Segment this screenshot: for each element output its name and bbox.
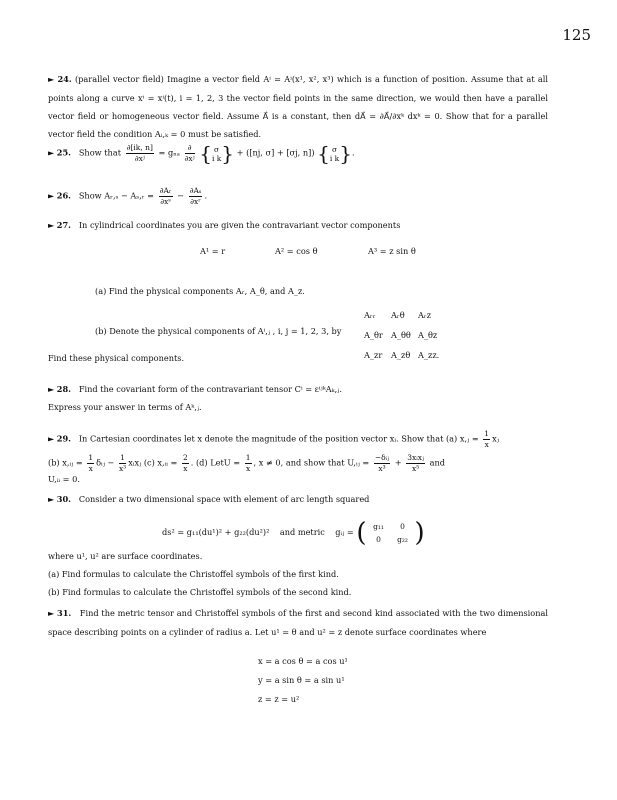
problem-28 [48,382,342,397]
problem-30-where: where u¹, u² are surface coordinates. [48,551,203,561]
problem-number: 24. [57,74,72,84]
expression: gᵢⱼ = [335,527,354,537]
christoffel-symbol [330,145,339,163]
cylinder-eq-y: y = a sin θ = a sin u¹ [258,675,345,685]
grid-cell: Aᵣθ [391,310,405,320]
page-number: 125 [562,26,591,44]
period: . [351,147,355,158]
grid-cell: Aᵣz [418,310,432,320]
fraction [245,453,252,474]
problem-number: 29. [56,433,72,444]
triangle-bullet-icon: ► [48,385,55,394]
triangle-bullet-icon: ► [48,191,55,201]
metric-equation [162,512,425,553]
denominator: x³ [118,464,127,473]
problem-lead: Show Aᵣ,ₛ − Aₛ,ᵣ = [78,190,155,201]
metric-matrix [367,520,415,546]
expression: and metric [279,527,325,537]
problem-text: In Cartesian coordinates let x denote the magnitude of the position vector xᵢ. Show that (a) x,ⱼ = [78,433,479,444]
matrix-cell: g₁₁ [373,522,384,531]
find-components: Find these physical components. [48,353,185,363]
fraction [119,453,126,474]
numerator: 2 [183,453,188,462]
triangle-bullet-icon: ► [48,75,55,84]
problem-number: 27. [56,220,72,230]
problem-29-line3: U,ᵢᵢ = 0. [48,474,80,484]
numerator: 1 [120,453,125,462]
components-grid [364,305,445,365]
arc-length-equation: ds² = g₁₁(du¹)² + g₂₂(du²)² [162,527,270,537]
matrix-cell: 0 [376,535,381,544]
brace-open: { [199,141,212,166]
problem-number: 30. [56,494,72,504]
paren-open: ( [356,518,367,548]
denominator: ∂xʲ [134,154,145,163]
fraction [406,453,425,474]
expression: , x ≠ 0, and show that U,ᵢⱼ = [253,457,370,468]
problem-28-text2: Express your answer in terms of Aᵏ,ⱼ. [48,402,202,412]
triangle-bullet-icon: ► [48,148,55,158]
christoffel-bottom: i k [329,153,340,163]
grid-cell: A_zr [364,350,383,360]
grid-cell: A_θz [418,330,438,340]
plus: + [394,457,402,468]
problem-25 [48,143,355,164]
denominator: x [246,464,251,473]
denominator: ∂xʳ [190,197,201,206]
cylinder-eq-x: x = a cos θ = a cos u¹ [258,656,348,666]
minus: − [177,190,185,201]
problem-text: Consider a two dimensional space with element of arc length squared [78,494,370,504]
numerator: ∂ [185,143,195,154]
problem-text: Find the metric tensor and Christoffel symbols of the first and second kind associated with the two dimensional space describing points on a cylinder of radius a. Let u¹ = θ and u² = z denote surface coordinates where [48,608,548,637]
grid-cell: Aᵣᵣ [364,310,376,320]
grid-cell: A_θθ [391,330,411,340]
paren-close: ) [414,518,425,548]
problem-27 [48,218,400,233]
problem-number: 31. [57,608,72,618]
problem-29-line2 [48,453,445,474]
matrix-cell: 0 [400,522,405,531]
triangle-bullet-icon: ► [48,221,55,230]
equals: = gₙₐ [158,147,180,158]
matrix-cell: g₂₂ [397,535,408,544]
denominator: x [183,464,188,473]
expression: (b) x,ᵢⱼ = [48,457,83,468]
denominator: x⁵ [411,464,420,473]
problem-lead: Show that [78,147,121,158]
christoffel-symbol [212,145,221,163]
equation-a3: A³ = z sin θ [368,246,416,256]
christoffel-top: σ [214,144,220,154]
numerator: ∂Aᵣ [159,186,172,195]
problem-number: 28. [56,384,72,394]
christoffel-bottom: i k [211,153,222,163]
part-a: (a) Find the physical components Aᵣ, A_θ, and A_z. [95,286,305,296]
denominator: x [88,464,93,473]
numerator: 3xᵢxⱼ [407,453,424,462]
fraction [189,186,203,207]
fraction [87,453,94,474]
denominator: x [484,440,489,449]
equation-a2: A² = cos θ [275,246,318,256]
denominator: ∂xʲ [184,154,195,163]
problem-29 [48,429,499,450]
expression: xⱼ [492,433,499,444]
fraction [374,453,390,474]
expression: . (d) LetU = [190,457,241,468]
problem-31 [48,604,548,641]
brace-close: } [221,141,235,166]
triangle-bullet-icon: ► [48,609,55,618]
denominator: ∂xˢ [160,197,171,206]
brace-open: { [317,141,330,166]
fraction [126,143,154,164]
problem-text: Find the covariant form of the contravariant tensor Cⁱ = εⁱʲᵏAₖ,ⱼ. [78,384,342,394]
problem-30 [48,492,369,507]
problem-26 [48,186,207,207]
problem-30-a: (a) Find formulas to calculate the Christoffel symbols of the first kind. [48,569,339,579]
problem-text: (parallel vector field) Imagine a vector field Aⁱ = Aⁱ(x¹, x², x³) which is a function of position. Assume that at all points along a curve xⁱ = xⁱ(t), i = 1, 2, 3 the vector field points in the same direction, we would then have a parallel vector field or homogeneous vector field. Assume A⃗ is a constant, then dA⃗ = ∂A⃗/∂xᵏ dxᵏ = 0. Show that for a parallel vector field the condition Aᵢ,ₖ = 0 must be satisfied. [48,74,548,139]
numerator: 1 [88,453,94,462]
grid-cell: A_θr [364,330,383,340]
problem-number: 26. [56,190,72,201]
numerator: ∂[ik, n] [126,143,153,152]
expression: and [429,457,445,468]
part-b: (b) Denote the physical components of Aⁱ,ⱼ , i, j = 1, 2, 3, by [95,326,342,336]
expression: + ([nj, σ] + [σj, n]) [236,147,315,158]
fraction [182,453,189,474]
expression: xᵢxⱼ (c) x,ᵢᵢ = [128,457,178,468]
equation-a1: A¹ = r [200,246,226,256]
problem-number: 25. [56,147,72,158]
grid-cell: A_zz. [418,350,440,360]
triangle-bullet-icon: ► [48,434,55,444]
problem-30-b: (b) Find formulas to calculate the Christoffel symbols of the second kind. [48,587,352,597]
numerator: 1 [245,453,251,462]
triangle-bullet-icon: ► [48,495,55,504]
christoffel-top: σ [331,144,338,154]
numerator: −δᵢⱼ [374,453,390,462]
denominator: x³ [378,464,386,473]
problem-24 [48,70,548,143]
expression: δᵢⱼ − [96,457,115,468]
fraction [185,143,195,164]
numerator: ∂Aₛ [189,186,202,195]
period: . [204,190,208,201]
brace-close: } [339,141,352,166]
cylinder-eq-z: z = z = u² [258,694,300,704]
fraction [159,186,173,207]
problem-text: In cylindrical coordinates you are given the contravariant vector components [78,220,401,230]
numerator: 1 [484,429,490,438]
grid-cell: A_zθ [391,350,411,360]
fraction [483,429,490,450]
